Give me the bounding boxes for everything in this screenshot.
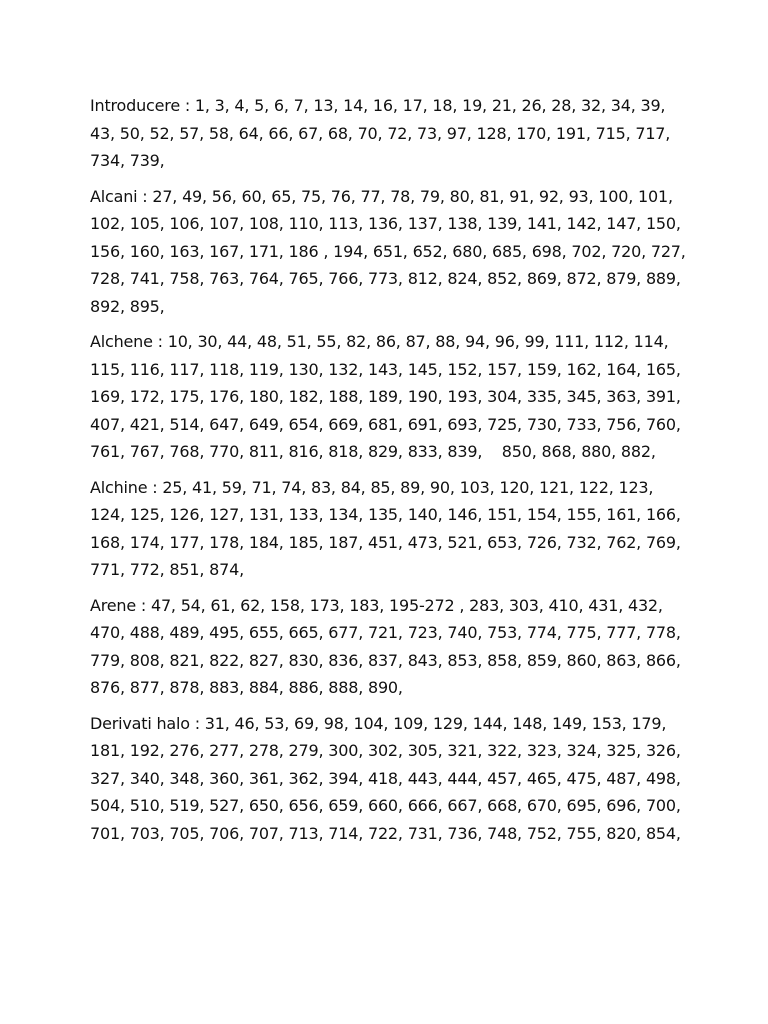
index-entry-alchene: Alchene : 10, 30, 44, 48, 51, 55, 82, 86, 87, 88, 94, 96, 99, 111, 112, 114, 115, 116, 117, 118, 119, 130, 132, 143, 145, 152, 157, 159, 162, 164, 165, 169, 172, 175, 176, 180, 182, 188, 189, 190, 193, 304, 335, 345, 363, 391, 407, 421, 514, 647, 649, 654, 669, 681, 691, 693, 725, 730, 733, 756, 760, 761, 767, 768, 770, 811, 816, 818, 829, 833, 839, 850, 868, 880, 882, [90,332,686,461]
index-entry-alcani: Alcani : 27, 49, 56, 60, 65, 75, 76, 77, 78, 79, 80, 81, 91, 92, 93, 100, 101, 102, 105, 106, 107, 108, 110, 113, 136, 137, 138, 139, 141, 142, 147, 150, 156, 160, 163, 167, 171, 186 , 194, 651, 652, 680, 685, 698, 702, 720, 727, 728, 741, 758, 763, 764, 765, 766, 773, 812, 824, 852, 869, 872, 879, 889, 892, 895, [90,186,691,316]
index-entry-introducere: Introducere : 1, 3, 4, 5, 6, 7, 13, 14, 16, 17, 18, 19, 21, 26, 28, 32, 34, 39, 43, 50, 52, 57, 58, 64, 66, 67, 68, 70, 72, 73, 97, 128, 170, 191, 715, 717, 734, 739, [90,96,676,170]
index-entry-derivati-halo: Derivati halo : 31, 46, 53, 69, 98, 104, 109, 129, 144, 148, 149, 153, 179, 181, 192, 276, 277, 278, 279, 300, 302, 305, 321, 322, 323, 324, 325, 326, 327, 340, 348, 360, 361, 362, 394, 418, 443, 444, 457, 465, 475, 487, 498, 504, 510, 519, 527, 650, 656, 659, 660, 666, 667, 668, 670, 695, 696, 700, 701, 703, 705, 706, 707, 713, 714, 722, 731, 736, 748, 752, 755, 820, 854, [90,713,686,843]
index-entry-arene: Arene : 47, 54, 61, 62, 158, 173, 183, 195-272 , 283, 303, 410, 431, 432, 470, 488, 489, 495, 655, 665, 677, 721, 723, 740, 753, 774, 775, 777, 778, 779, 808, 821, 822, 827, 830, 836, 837, 843, 853, 858, 859, 860, 863, 866, 876, 877, 878, 883, 884, 886, 888, 890, [90,595,686,697]
index-entry-alchine: Alchine : 25, 41, 59, 71, 74, 83, 84, 85, 89, 90, 103, 120, 121, 122, 123, 124, 125, 126, 127, 131, 133, 134, 135, 140, 146, 151, 154, 155, 161, 166, 168, 174, 177, 178, 184, 185, 187, 451, 473, 521, 653, 726, 732, 762, 769, 771, 772, 851, 874, [90,477,686,579]
document-body [90,92,690,855]
